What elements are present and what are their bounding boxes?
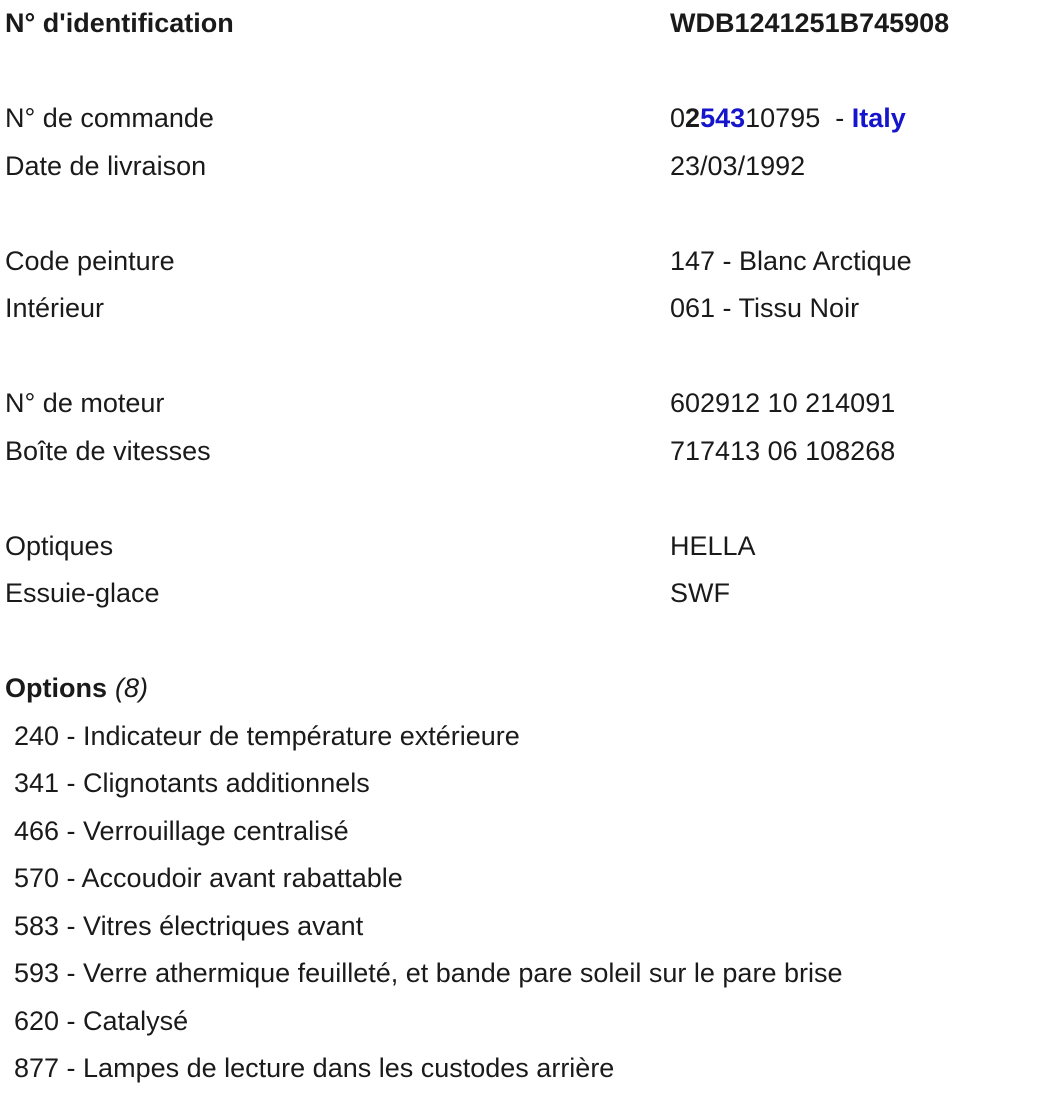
paint-code-label: Code peinture (5, 245, 175, 276)
engine-number-row (5, 380, 1054, 428)
option-item: 341 - Clignotants additionnels (14, 768, 370, 798)
delivery-date-row (5, 143, 1054, 191)
headlights-row (5, 523, 1054, 571)
group-spacer (5, 48, 1054, 96)
headlights-label: Optiques (5, 530, 114, 561)
option-item: 593 - Verre athermique feuilleté, et bande pare soleil sur le pare brise (14, 958, 843, 988)
engine-number-label: N° de moteur (5, 388, 165, 418)
interior-label: Intérieur (5, 293, 105, 323)
options-header (5, 665, 1054, 713)
vin-row (5, 0, 1054, 48)
delivery-date-value: 23/03/1992 (670, 150, 806, 181)
interior-row (5, 285, 1054, 333)
interior-value: 061 - Tissu Noir (670, 293, 860, 323)
gearbox-number-label: Boîte de vitesses (5, 435, 211, 466)
gearbox-number-row (5, 428, 1054, 476)
vin-value: WDB1241251B745908 (670, 8, 950, 38)
order-number-value (670, 95, 1054, 143)
options-count: (8) (115, 673, 148, 703)
paint-code-value: 147 - Blanc Arctique (670, 245, 912, 276)
headlights-value: HELLA (670, 530, 756, 561)
group-spacer (5, 190, 1054, 238)
option-item: 240 - Indicateur de température extérieure (14, 720, 520, 751)
engine-number-value: 602912 10 214091 (670, 388, 896, 418)
options-list (5, 713, 1054, 1093)
option-item: 583 - Vitres électriques avant (14, 910, 364, 941)
order-prefix: 0 (670, 103, 686, 133)
option-item: 570 - Accoudoir avant rabattable (14, 863, 403, 893)
order-bold-digit: 2 (685, 103, 701, 133)
group-spacer (5, 618, 1054, 666)
gearbox-number-value: 717413 06 108268 (670, 435, 896, 466)
wipers-label: Essuie-glace (5, 578, 160, 608)
order-rest: 10795 (745, 103, 821, 133)
group-spacer (5, 475, 1054, 523)
order-country: Italy (851, 103, 906, 133)
order-number-label: N° de commande (5, 103, 214, 133)
option-item: 620 - Catalysé (14, 1005, 189, 1036)
options-title: Options (5, 673, 107, 703)
order-separator: - (820, 103, 852, 133)
option-item: 877 - Lampes de lecture dans les custodes arrière (14, 1053, 615, 1083)
group-spacer (5, 333, 1054, 381)
vin-label: N° d'identification (5, 8, 234, 38)
order-highlight-digits: 543 (700, 103, 746, 133)
delivery-date-label: Date de livraison (5, 150, 207, 181)
wipers-value: SWF (670, 578, 730, 608)
option-item: 466 - Verrouillage centralisé (14, 815, 349, 846)
order-number-row (5, 95, 1054, 143)
wipers-row (5, 570, 1054, 618)
paint-code-row (5, 238, 1054, 286)
